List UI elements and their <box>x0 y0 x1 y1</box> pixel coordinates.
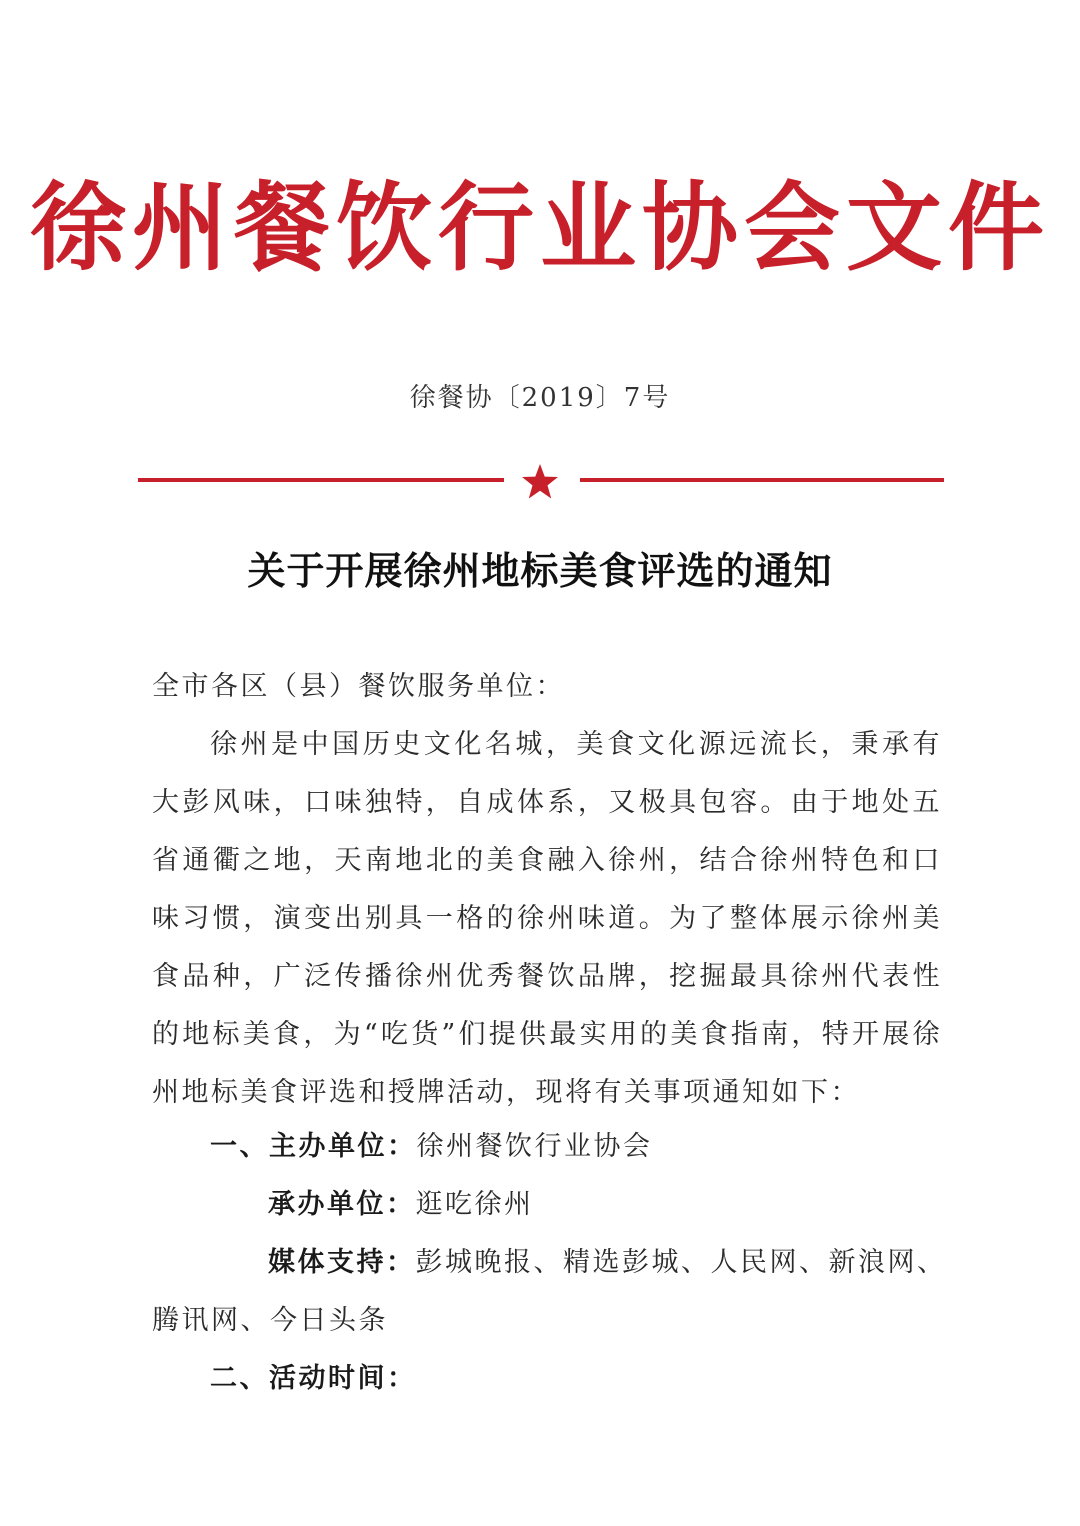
activity-time-label: 二、活动时间： <box>210 1363 417 1394</box>
organizer-label: 一、主办单位： <box>210 1131 417 1162</box>
body-paragraph: 徐州是中国历史文化名城，美食文化源远流长，秉承有大彭风味，口味独特，自成体系，又极具包容。由于地处五省通衢之地，天南地北的美食融入徐州，结合徐州特色和口味习惯，演变出别具一格的徐州味道。为了整体展示徐州美食品种，广泛传播徐州优秀餐饮品牌，挖掘最具徐州代表性的地标美食，为“吃货”们提供最实用的美食指南，特开展徐州地标美食评选和授牌活动，现将有关事项通知如下： <box>152 729 942 1108</box>
organizer-value: 徐州餐饮行业协会 <box>416 1131 653 1162</box>
notice-title: 关于开展徐州地标美食评选的通知 <box>247 549 833 593</box>
media-line <box>268 1234 947 1292</box>
media-value: 彭城晚报、精选彭城、人民网、新浪网、 <box>415 1247 947 1278</box>
addressee: 全市各区（县）餐饮服务单位： <box>152 671 565 702</box>
masthead-title: 徐州餐饮行业协会文件 <box>30 172 1050 284</box>
star-icon <box>520 462 560 502</box>
media-line-continued: 腾讯网、今日头条 <box>152 1305 388 1336</box>
media-label: 媒体支持： <box>268 1247 416 1278</box>
undertaker-line <box>268 1176 534 1234</box>
undertaker-label: 承办单位： <box>268 1189 416 1220</box>
red-rule-right <box>580 478 944 482</box>
organizer-line <box>210 1118 653 1176</box>
red-rule-left <box>138 478 504 482</box>
activity-time-line <box>210 1350 417 1408</box>
undertaker-value: 逛吃徐州 <box>415 1189 534 1220</box>
document-number: 徐餐协〔2019〕7号 <box>409 383 671 413</box>
